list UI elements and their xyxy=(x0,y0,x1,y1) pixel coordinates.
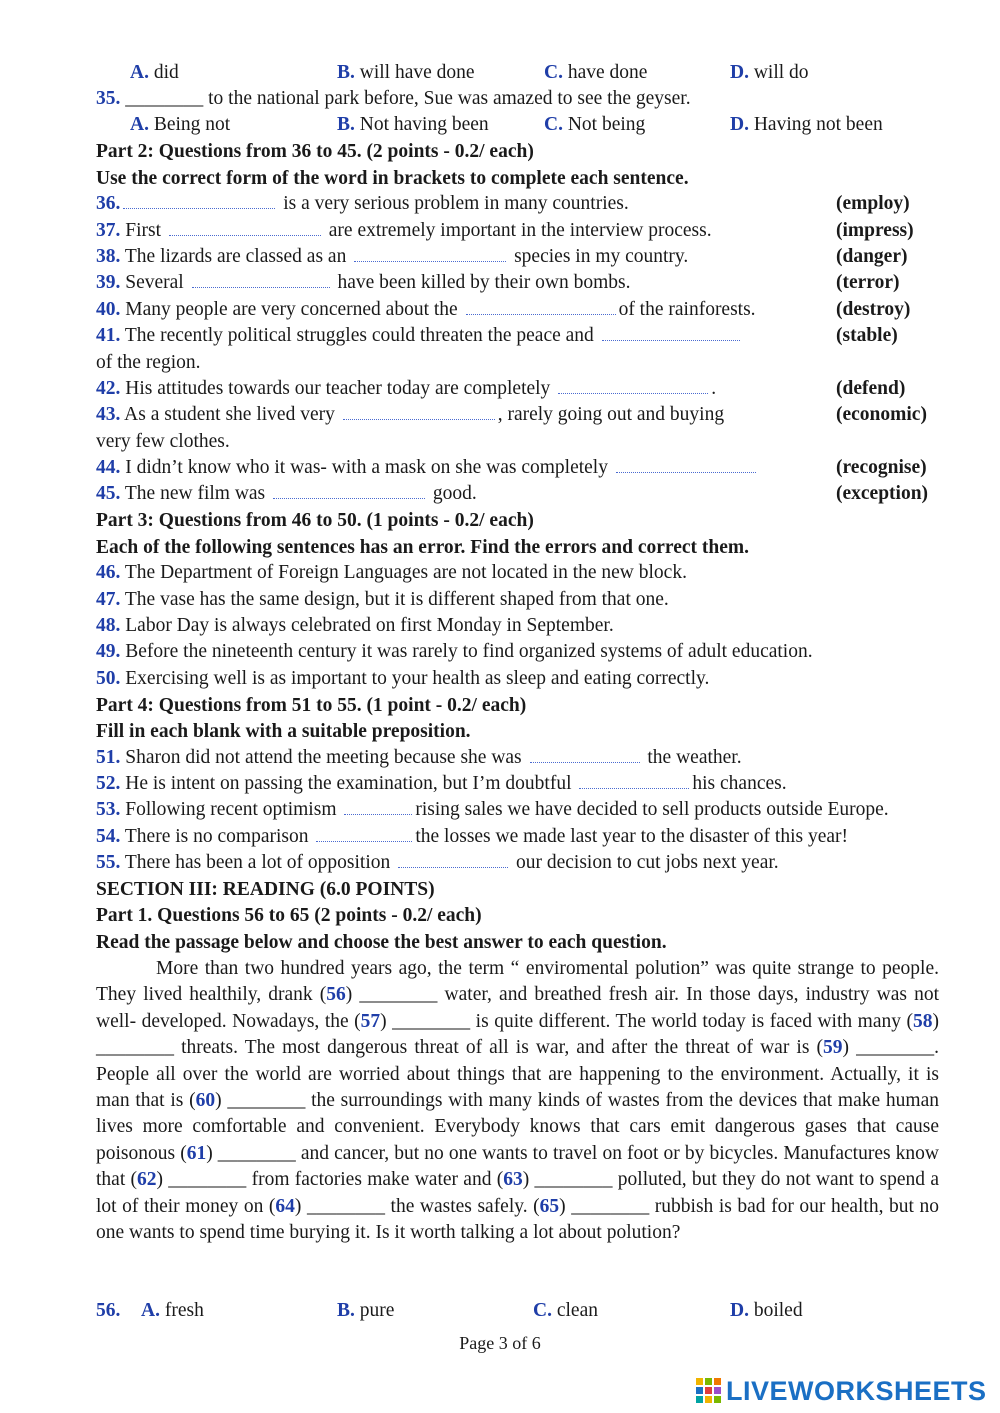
q49-row: 49. Before the nineteenth century it was rarely to find organized systems of adult education. xyxy=(96,641,813,662)
q34-option-d[interactable]: D. will do xyxy=(730,62,809,83)
q44-hint: (recognise) xyxy=(836,457,927,478)
q54-answer-input[interactable] xyxy=(316,827,412,842)
gap-61-number: 61 xyxy=(186,1142,207,1164)
q34-option-a[interactable]: A. did xyxy=(130,62,179,83)
q37-hint: (impress) xyxy=(836,220,914,241)
q35-option-a[interactable]: A. Being not xyxy=(130,114,231,135)
q41-answer-input[interactable] xyxy=(602,326,740,341)
q42-row: 42. His attitudes towards our teacher today are completely . xyxy=(96,378,717,399)
part3-heading: Part 3: Questions from 46 to 50. (1 points - 0.2/ each) xyxy=(96,510,534,531)
q56-option-d[interactable]: D. boiled xyxy=(730,1300,803,1321)
reading-passage: More than two hundred years ago, the term “ enviromental polution” was quite strange to people. They lived healthily, drank (56) ________ water, and breathed fresh air. In those days, industry was not well- developed. Nowadays, the (57) ________ is quite different. The world today is faced with many (58) ________ threats. The most dangerous threat of all is war, and after the threat of war is (59) ________. People all over the world are worried about things that are happening to the environment. Actually, it is man that is (60) ________ the surroundings with many kinds of wastes from the devices that make human lives more comfortable and convenient. Everybody knows that cars emit dangerous gases that cause poisonous (61) ________ and cancer, but no one wants to travel on foot or by bicycles. Manufactures know that (62) ________ from factories make water and (63) ________ polluted, but they do not want to spend a lot of their money on (64) ________ the wastes safely. (65) ________ rubbish is bad for our health, but no one wants to spend time burying it. Is it worth talking a lot about polution? xyxy=(96,958,940,1244)
q35-option-d[interactable]: D. Having not been xyxy=(730,114,883,135)
gap-59-number: 59 xyxy=(823,1037,843,1059)
part4-instruction: Fill in each blank with a suitable preposition. xyxy=(96,721,471,742)
q40-hint: (destroy) xyxy=(836,299,911,320)
part2-instruction: Use the correct form of the word in brackets to complete each sentence. xyxy=(96,168,689,189)
q36-hint: (employ) xyxy=(836,193,910,214)
gap-63-number: 63 xyxy=(503,1169,523,1191)
q34-option-c[interactable]: C. have done xyxy=(544,62,648,83)
q35-option-c[interactable]: C. Not being xyxy=(544,114,646,135)
logo-text: LIVEWORKSHEETS xyxy=(726,1375,987,1406)
q45-answer-input[interactable] xyxy=(273,484,425,499)
q56-option-a[interactable]: A. fresh xyxy=(141,1300,204,1321)
q35-option-b[interactable]: B. Not having been xyxy=(337,114,489,135)
q38-row: 38. The lizards are classed as an species in my country. xyxy=(96,246,689,267)
q37-row: 37. First are extremely important in the interview process. xyxy=(96,220,712,241)
q51-answer-input[interactable] xyxy=(530,748,640,763)
q55-answer-input[interactable] xyxy=(398,853,508,868)
q39-answer-input[interactable] xyxy=(192,273,330,288)
q52-answer-input[interactable] xyxy=(579,774,689,789)
liveworksheets-icon xyxy=(696,1378,722,1404)
q39-hint: (terror) xyxy=(836,272,900,293)
q37-answer-input[interactable] xyxy=(169,221,321,236)
gap-65-number: 65 xyxy=(539,1195,560,1217)
part4-heading: Part 4: Questions from 51 to 55. (1 point - 0.2/ each) xyxy=(96,695,527,716)
part2-heading: Part 2: Questions from 36 to 45. (2 points - 0.2/ each) xyxy=(96,141,534,162)
section3-heading: SECTION III: READING (6.0 POINTS) xyxy=(96,879,435,900)
q42-answer-input[interactable] xyxy=(558,379,708,394)
q38-answer-input[interactable] xyxy=(354,247,506,262)
q43-hint: (economic) xyxy=(836,404,927,425)
q52-row: 52. He is intent on passing the examination, but I’m doubtful his chances. xyxy=(96,773,787,794)
q41-hint: (stable) xyxy=(836,325,898,346)
q41-continuation: of the region. xyxy=(96,352,201,373)
gap-58-number: 58 xyxy=(913,1010,933,1032)
q47-row: 47. The vase has the same design, but it is different shaped from that one. xyxy=(96,589,669,610)
q42-hint: (defend) xyxy=(836,378,906,399)
q36-answer-input[interactable] xyxy=(123,194,275,209)
q45-row: 45. The new film was good. xyxy=(96,483,477,504)
q56-number: 56. xyxy=(96,1300,121,1321)
q54-row: 54. There is no comparison the losses we made last year to the disaster of this year! xyxy=(96,826,849,847)
q36-row: 36. is a very serious problem in many countries. xyxy=(96,193,629,214)
q43-row: 43. As a student she lived very , rarely going out and buying xyxy=(96,404,725,425)
q40-row: 40. Many people are very concerned about the of the rainforests. xyxy=(96,299,756,320)
q44-row: 44. I didn’t know who it was- with a mask on she was completely xyxy=(96,455,759,481)
q55-row: 55. There has been a lot of opposition our decision to cut jobs next year. xyxy=(96,852,779,873)
q38-hint: (danger) xyxy=(836,246,908,267)
q39-row: 39. Several have been killed by their own bombs. xyxy=(96,272,631,293)
q43-answer-input[interactable] xyxy=(343,405,495,420)
gap-56-number: 56 xyxy=(326,984,346,1006)
reading-instruction: Read the passage below and choose the best answer to each question. xyxy=(96,932,667,953)
q44-answer-input[interactable] xyxy=(616,458,756,473)
q43-continuation: very few clothes. xyxy=(96,431,230,452)
q56-option-c[interactable]: C. clean xyxy=(533,1300,598,1321)
q41-row: 41. The recently political struggles could threaten the peace and xyxy=(96,323,743,349)
q50-row: 50. Exercising well is as important to your health as sleep and eating correctly. xyxy=(96,668,710,689)
gap-64-number: 64 xyxy=(275,1195,295,1217)
q34-option-b[interactable]: B. will have done xyxy=(337,62,475,83)
page-number: Page 3 of 6 xyxy=(459,1333,541,1353)
gap-57-number: 57 xyxy=(360,1010,381,1032)
q45-hint: (exception) xyxy=(836,483,929,504)
q40-answer-input[interactable] xyxy=(466,300,616,315)
q53-answer-input[interactable] xyxy=(344,800,412,815)
q35-question: 35. ________ to the national park before, Sue was amazed to see the geyser. xyxy=(96,88,691,109)
q51-row: 51. Sharon did not attend the meeting because she was the weather. xyxy=(96,747,742,768)
gap-62-number: 62 xyxy=(137,1169,157,1191)
liveworksheets-logo xyxy=(696,1376,987,1406)
q46-row: 46. The Department of Foreign Languages are not located in the new block. xyxy=(96,562,687,583)
q53-row: 53. Following recent optimism rising sales we have decided to sell products outside Europe. xyxy=(96,799,889,820)
gap-60-number: 60 xyxy=(195,1090,216,1112)
q56-option-b[interactable]: B. pure xyxy=(337,1300,395,1321)
reading-part1-heading: Part 1. Questions 56 to 65 (2 points - 0.2/ each) xyxy=(96,905,482,926)
part3-instruction: Each of the following sentences has an error. Find the errors and correct them. xyxy=(96,537,749,558)
q48-row: 48. Labor Day is always celebrated on first Monday in September. xyxy=(96,615,614,636)
